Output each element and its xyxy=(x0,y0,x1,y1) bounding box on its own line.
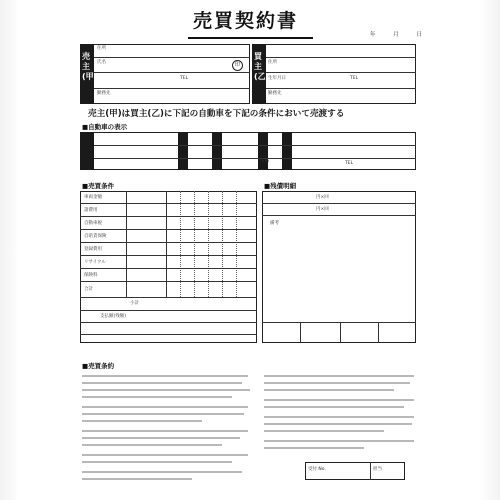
vehicle-table xyxy=(80,132,416,170)
buyer-field-label: TEL xyxy=(350,76,359,81)
vehicle-col-header xyxy=(212,132,222,170)
clauses-section-heading: ■売買条約 xyxy=(82,362,115,370)
terms-row-line xyxy=(80,268,257,269)
balance-section-heading: ■残債明細 xyxy=(264,182,297,190)
terms-section-heading: ■売買条件 xyxy=(82,182,115,190)
terms-row-line xyxy=(80,334,257,335)
document-title: 売買契約書 xyxy=(193,10,299,32)
terms-table xyxy=(80,191,257,343)
balance-col-line xyxy=(300,322,301,343)
terms-row-label: 自動車税 xyxy=(84,221,102,226)
stamp-label-right: 担当 xyxy=(373,467,382,472)
vehicle-col-header xyxy=(80,132,94,170)
balance-col-line xyxy=(378,322,379,343)
stamp-label-left: 受付 No. xyxy=(308,467,326,472)
buyer-label: 買主(乙) xyxy=(254,52,270,81)
terms-row-line xyxy=(80,297,257,298)
buyer-field-label: 住所 xyxy=(268,60,277,65)
terms-row-line xyxy=(80,216,257,217)
seller-field-label: 氏名 xyxy=(97,60,106,65)
clauses-text-left xyxy=(80,373,252,488)
balance-col-line xyxy=(340,322,341,343)
seller-row-line xyxy=(94,72,250,73)
terms-row-label: 登録費用 xyxy=(84,247,102,252)
terms-row-line xyxy=(80,242,257,243)
stamp-box-divider xyxy=(370,462,371,480)
terms-balance-label: 支払額(残額) xyxy=(100,314,127,319)
terms-row-label: 車両金額 xyxy=(84,195,102,200)
balance-row-line xyxy=(262,215,416,216)
vehicle-row-line xyxy=(94,145,416,146)
terms-row-label: リサイクル xyxy=(84,260,106,265)
km-unit: km xyxy=(262,159,269,164)
vehicle-row-line xyxy=(94,158,416,159)
title-underline xyxy=(188,37,313,39)
balance-line: 円×回 xyxy=(316,207,329,212)
seller-field-label: 勤務先 xyxy=(97,91,111,96)
balance-table xyxy=(262,191,416,343)
balance-remarks-label: 備考 xyxy=(270,221,279,226)
seller-field-label: TEL xyxy=(180,76,189,81)
vehicle-section-heading: ■自動車の表示 xyxy=(82,123,128,131)
terms-row-label: 自賠責保険 xyxy=(84,234,107,239)
buyer-row-line xyxy=(266,72,416,73)
agreement-statement: 売主(甲)は買主(乙)に下記の自動車を下記の条件において売渡する xyxy=(88,109,345,119)
buyer-row-line xyxy=(266,57,416,58)
terms-row-line xyxy=(80,322,257,323)
vehicle-tel-label: TEL xyxy=(345,161,354,166)
clauses-text-right xyxy=(262,373,416,453)
terms-row-label: 保険料 xyxy=(84,273,98,278)
buyer-row-line xyxy=(266,88,416,89)
terms-row-label: 合計 xyxy=(84,287,93,292)
terms-row-line xyxy=(80,229,257,230)
balance-row-line xyxy=(262,322,416,323)
seller-field-label: 住所 xyxy=(97,46,106,51)
terms-row-line xyxy=(80,203,257,204)
terms-row-line xyxy=(80,310,257,311)
balance-row-line xyxy=(262,203,416,204)
terms-subtotal-label: 小計 xyxy=(130,301,139,306)
seal-mark-icon: 印 xyxy=(232,60,243,71)
date-label: 年 月 日 xyxy=(370,32,430,38)
terms-row-line xyxy=(80,281,257,282)
balance-line: 円×回 xyxy=(316,195,329,200)
vehicle-col-header xyxy=(282,132,292,170)
seller-row-line xyxy=(94,88,250,89)
terms-row-label: 諸費用 xyxy=(84,208,98,213)
terms-row-line xyxy=(80,255,257,256)
seller-row-line xyxy=(94,57,250,58)
buyer-field-label: 生年月日 xyxy=(268,76,286,81)
vehicle-col-header xyxy=(178,132,188,170)
seller-label: 売主(甲) xyxy=(82,52,98,81)
buyer-field-label: 勤務先 xyxy=(268,91,282,96)
